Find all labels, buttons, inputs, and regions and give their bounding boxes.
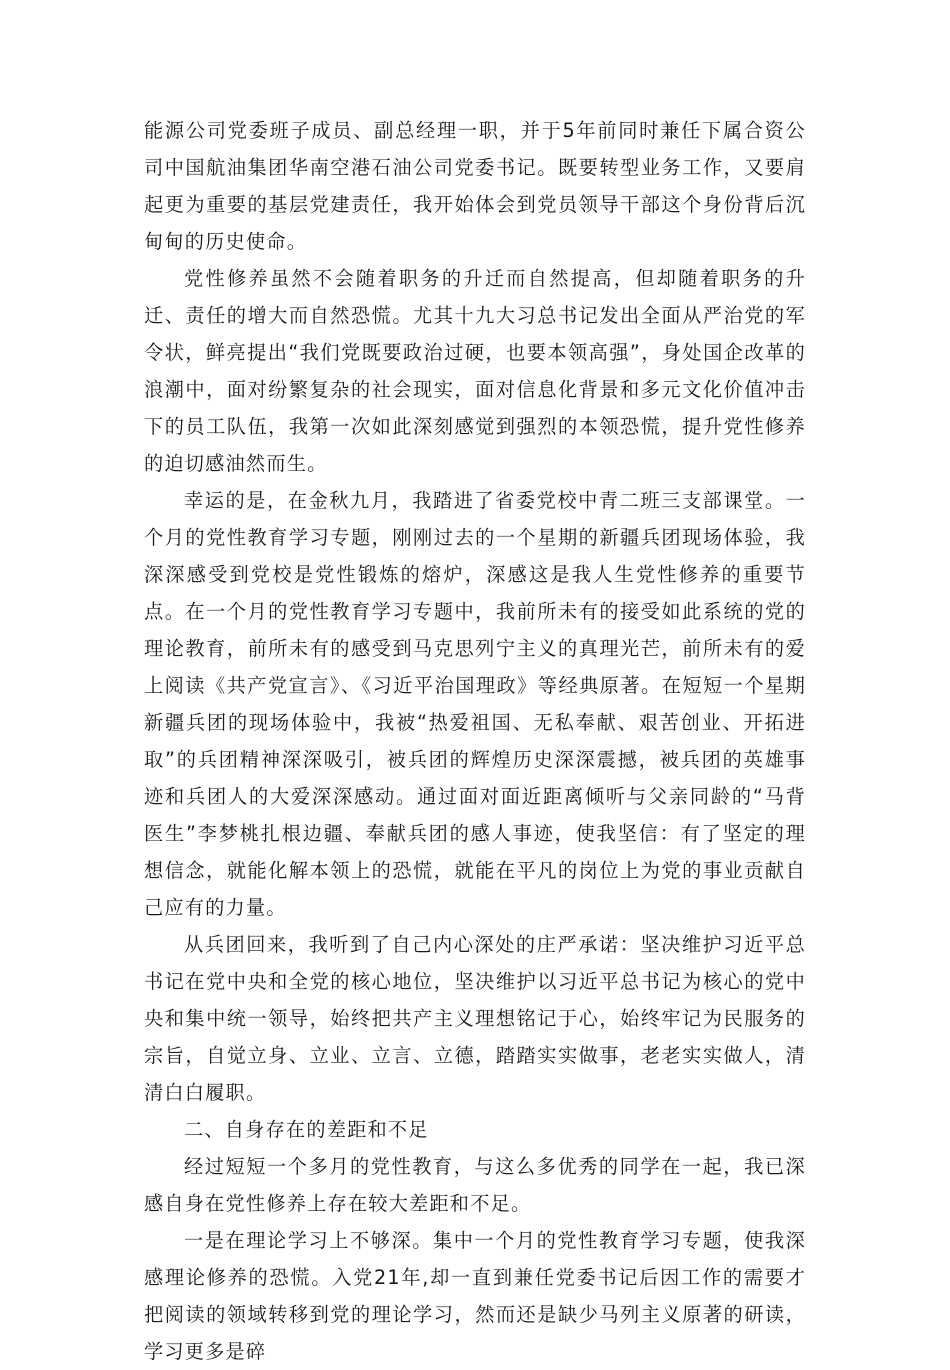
document-body [144, 112, 806, 1370]
paragraph-continuation: 能源公司党委班子成员、副总经理一职，并于5年前同时兼任下属合资公司中国航油集团华南空港石油公司党委书记。既要转型业务工作，又要肩起更为重要的基层党建责任，我开始体会到党员领导干部这个身份背后沉甸甸的历史使命。 [144, 119, 806, 253]
paragraph-party-spirit-anxiety: 党性修养虽然不会随着职务的升迁而自然提高，但却随着职务的升迁、责任的增大而自然恐慌。尤其十九大习总书记发出全面从严治党的军令状，鲜亮提出“我们党既要政治过硬，也要本领高强”，身处国企改革的浪潮中，面对纷繁复杂的社会现实，面对信息化背景和多元文化价值冲击下的员工队伍，我第一次如此深刻感觉到强烈的本领恐慌，提升党性修养的迫切感油然而生。 [144, 267, 806, 475]
paragraph-party-school-experience: 幸运的是，在金秋九月，我踏进了省委党校中青二班三支部课堂。一个月的党性教育学习专题，刚刚过去的一个星期的新疆兵团现场体验，我深深感受到党校是党性锻炼的熔炉，深感这是我人生党性修养的重要节点。在一个月的党性教育学习专题中，我前所未有的接受如此系统的党的理论教育，前所未有的感受到马克思列宁主义的真理光芒，前所未有的爱上阅读《共产党宣言》、《习近平治国理政》等经典原著。在短短一个星期新疆兵团的现场体验中，我被“热爱祖国、无私奉献、艰苦创业、开拓进取”的兵团精神深深吸引，被兵团的辉煌历史深深震撼，被兵团的英雄事迹和兵团人的大爱深深感动。通过面对面近距离倾听与父亲同龄的“马背医生”李梦桃扎根边疆、奉献兵团的感人事迹，使我坚信：有了坚定的理想信念，就能化解本领上的恐慌，就能在平凡的岗位上为党的事业贡献自己应有的力量。 [144, 489, 806, 919]
paragraph-theory-study: 一是在理论学习上不够深。集中一个月的党性教育学习专题，使我深感理论修养的恐慌。入党21年,却一直到兼任党委书记后因工作的需要才把阅读的领域转移到党的理论学习，然而还是缺少马列主义原著的研读，学习更多是碎 [144, 1229, 806, 1363]
paragraph-gaps-intro: 经过短短一个多月的党性教育，与这么多优秀的同学在一起，我已深感自身在党性修养上存在较大差距和不足。 [144, 1155, 806, 1215]
paragraph-solemn-promise: 从兵团回来，我听到了自己内心深处的庄严承诺：坚决维护习近平总书记在党中央和全党的核心地位，坚决维护以习近平总书记为核心的党中央和集中统一领导，始终把共产主义理想铭记于心，始终牢记为民服务的宗旨，自觉立身、立业、立言、立德，踏踏实实做事，老老实实做人，清清白白履职。 [144, 933, 806, 1104]
section-heading-gaps: 二、自身存在的差距和不足 [184, 1118, 429, 1141]
